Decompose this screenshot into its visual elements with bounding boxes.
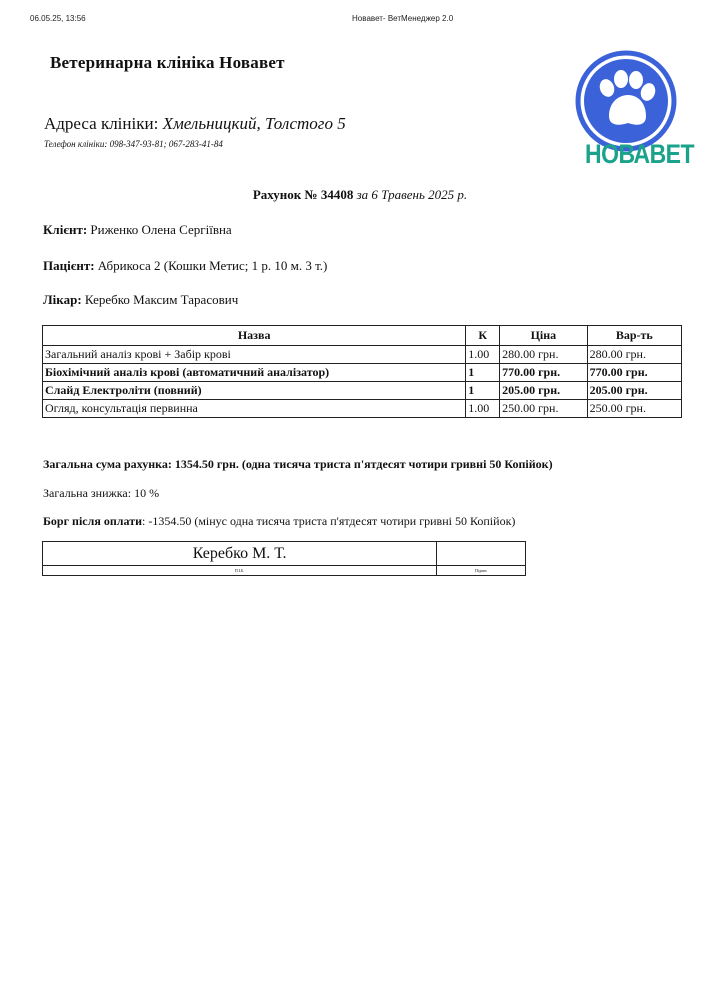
invoice-date: за 6 Травень 2025 р. xyxy=(356,187,468,202)
header-total: Вар-ть xyxy=(587,326,681,346)
signature-name: Керебко М. Т. xyxy=(43,542,437,566)
client-value: Риженко Олена Сергіївна xyxy=(90,222,232,237)
services-table xyxy=(42,325,682,418)
row-name: Біохімічний аналіз крові (автоматичний аналізатор) xyxy=(43,364,466,382)
phone-label: Телефон клініки: xyxy=(44,139,108,149)
clinic-phone xyxy=(44,139,223,149)
header-qty: К xyxy=(466,326,500,346)
signature-caption-sign: Підпис xyxy=(437,566,526,576)
row-qty: 1 xyxy=(466,364,500,382)
table-row xyxy=(43,346,682,364)
phone-value: 098-347-93-81; 067-283-41-84 xyxy=(109,139,223,149)
doctor-line xyxy=(43,292,238,308)
signature-table xyxy=(42,541,526,576)
table-row xyxy=(43,364,682,382)
clinic-name: Ветеринарна клініка Новавет xyxy=(50,53,285,72)
invoice-title xyxy=(0,187,720,203)
row-price: 250.00 грн. xyxy=(500,400,588,418)
patient-line xyxy=(43,258,327,274)
signature-caption-name: П.І.Б. xyxy=(43,566,437,576)
row-total: 280.00 грн. xyxy=(587,346,681,364)
row-qty: 1 xyxy=(466,382,500,400)
debt-label: Борг після оплати xyxy=(43,514,142,528)
table-row xyxy=(43,382,682,400)
patient-value: Абрикоса 2 (Кошки Метис; 1 р. 10 м. 3 т.) xyxy=(97,258,328,273)
print-date: 06.05.25, 13:56 xyxy=(30,14,86,23)
row-total: 250.00 грн. xyxy=(587,400,681,418)
header-name: Назва xyxy=(43,326,466,346)
header-price: Ціна xyxy=(500,326,588,346)
doctor-label: Лікар: xyxy=(43,292,82,307)
doctor-value: Керебко Максим Тарасович xyxy=(84,292,239,307)
row-price: 770.00 грн. xyxy=(500,364,588,382)
row-name: Слайд Електроліти (повний) xyxy=(43,382,466,400)
table-header-row xyxy=(43,326,682,346)
row-price: 280.00 грн. xyxy=(500,346,588,364)
address-value: Хмельницкий, Толстого 5 xyxy=(162,114,346,133)
invoice-discount: Загальна знижка: 10 % xyxy=(43,486,160,500)
row-name: Огляд, консультація первинна xyxy=(43,400,466,418)
row-qty: 1.00 xyxy=(466,400,500,418)
clinic-address xyxy=(44,114,346,134)
client-label: Клієнт: xyxy=(43,222,88,237)
row-qty: 1.00 xyxy=(466,346,500,364)
logo-wordmark: НОВАВЕТ xyxy=(585,138,695,169)
table-row xyxy=(43,400,682,418)
address-label: Адреса клініки: xyxy=(44,114,159,133)
row-price: 205.00 грн. xyxy=(500,382,588,400)
client-line xyxy=(43,222,232,238)
signature-field xyxy=(437,542,526,566)
print-app-name: Нoвaвет- ВетМенеджер 2.0 xyxy=(352,14,454,23)
patient-label: Пацієнт: xyxy=(43,258,95,273)
debt-line xyxy=(43,514,515,529)
debt-value: : -1354.50 (мінус одна тисяча триста п'ятдесят чотири гривні 50 Копійок) xyxy=(142,514,516,528)
row-total: 770.00 грн. xyxy=(587,364,681,382)
row-name: Загальний аналіз крові + Забір крові xyxy=(43,346,466,364)
row-total: 205.00 грн. xyxy=(587,382,681,400)
invoice-number: Рахунок № 34408 xyxy=(252,187,354,202)
invoice-total: Загальна сума рахунка: 1354.50 грн. (одна тисяча триста п'ятдесят чотири гривні 50 Копійок) xyxy=(43,457,553,471)
